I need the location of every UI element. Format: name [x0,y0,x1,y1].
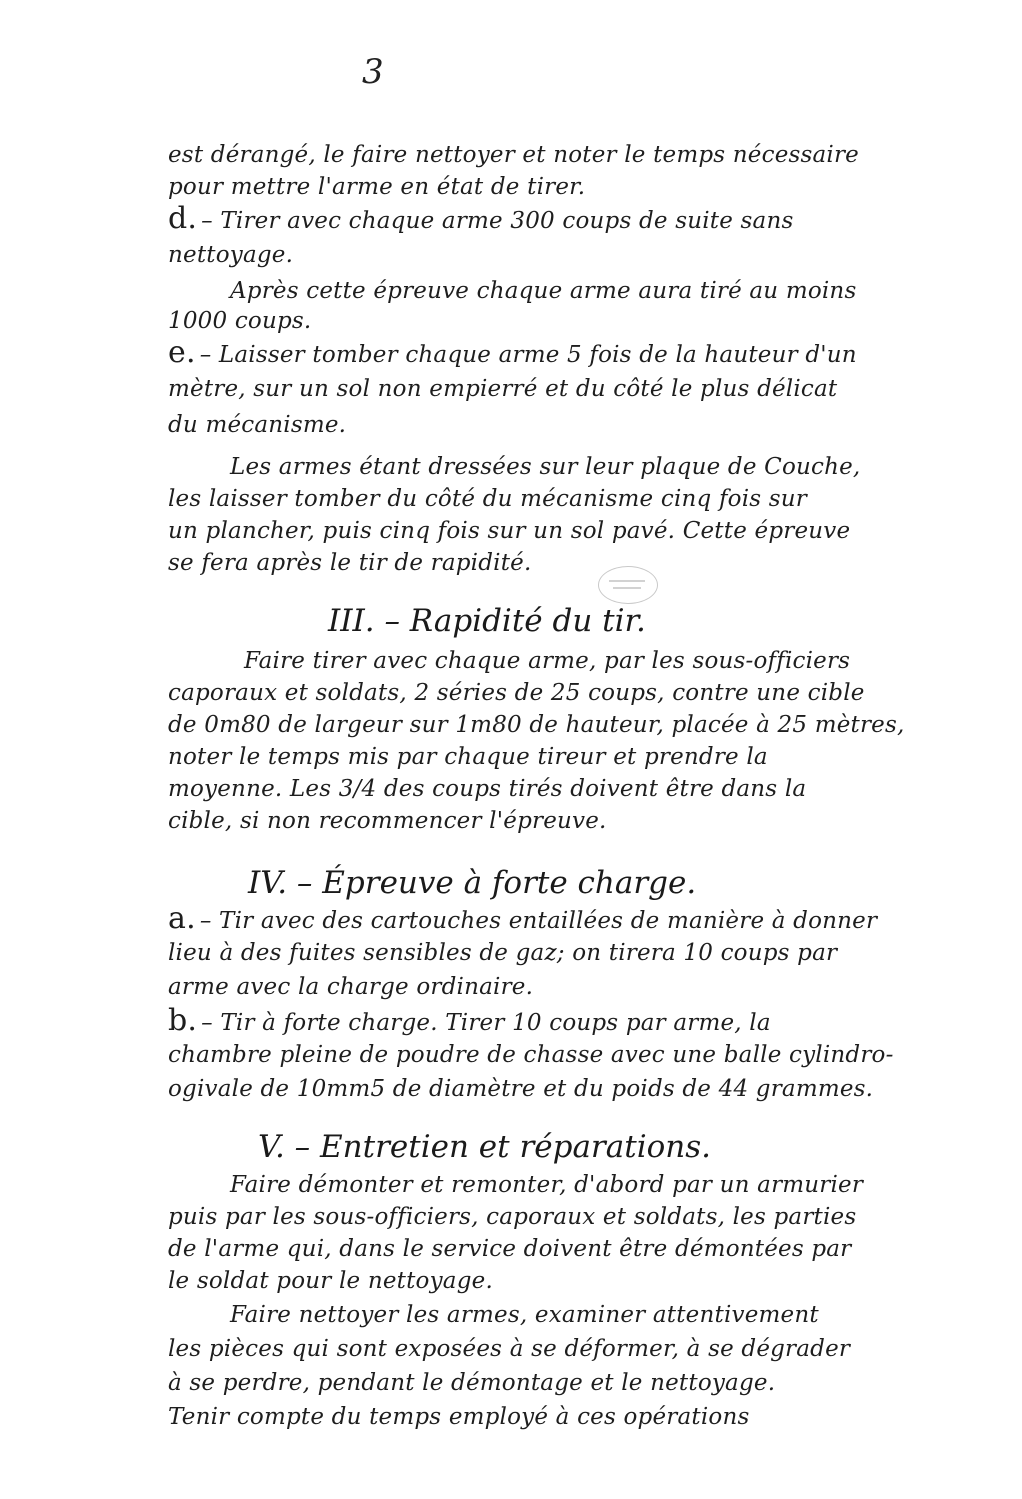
library-stamp [598,566,658,604]
text-line: mètre, sur un sol non empierré et du côté le plus délicat [168,376,838,402]
item-b-line [168,1003,771,1038]
text-line: pour mettre l'arme en état de tirer. [168,174,586,200]
text-line: Faire tirer avec chaque arme, par les sous-officiers [244,648,851,674]
item-label-b: b. [168,1003,198,1038]
text-line: noter le temps mis par chaque tireur et prendre la [168,744,768,770]
text-line: le soldat pour le nettoyage. [168,1268,493,1294]
text-line: moyenne. Les 3/4 des coups tirés doivent être dans la [168,776,807,802]
text-line: chambre pleine de poudre de chasse avec une balle cylindro- [168,1042,894,1068]
item-label-e: e. [168,335,196,370]
text-line: puis par les sous-officiers, caporaux et soldats, les parties [168,1204,857,1230]
text-line: Faire démonter et remonter, d'abord par un armurier [230,1172,864,1198]
text-line: Tenir compte du temps employé à ces opérations [168,1404,750,1430]
text-line: Faire nettoyer les armes, examiner attentivement [230,1302,819,1328]
text-line: – Tirer avec chaque arme 300 coups de suite sans [201,208,794,234]
text-line: un plancher, puis cinq fois sur un sol pavé. Cette épreuve [168,518,851,544]
item-label-d: d. [168,201,198,236]
item-a-line [168,901,878,936]
text-line: – Tir avec des cartouches entaillées de manière à donner [199,908,878,934]
text-line: cible, si non recommencer l'épreuve. [168,808,607,834]
text-line: de 0m80 de largeur sur 1m80 de hauteur, placée à 25 mètres, [168,712,905,738]
text-line: – Laisser tomber chaque arme 5 fois de la hauteur d'un [199,342,857,368]
text-line: se fera après le tir de rapidité. [168,550,532,576]
page-number: 3 [362,52,384,92]
text-line: lieu à des fuites sensibles de gaz; on tirera 10 coups par [168,940,838,966]
text-line: Les armes étant dressées sur leur plaque de Couche, [230,454,861,480]
text-line: – Tir à forte charge. Tirer 10 coups par arme, la [201,1010,771,1036]
text-line: du mécanisme. [168,412,347,438]
item-label-a: a. [168,901,196,936]
text-line: est dérangé, le faire nettoyer et noter le temps nécessaire [168,142,859,168]
text-line: les laisser tomber du côté du mécanisme cinq fois sur [168,486,808,512]
text-line: de l'arme qui, dans le service doivent être démontées par [168,1236,852,1262]
text-line: arme avec la charge ordinaire. [168,974,534,1000]
item-d-line [168,201,794,236]
text-line: à se perdre, pendant le démontage et le nettoyage. [168,1370,776,1396]
text-line: caporaux et soldats, 2 séries de 25 coups, contre une cible [168,680,865,706]
section-heading-v: V. – Entretien et réparations. [258,1129,711,1165]
text-line: les pièces qui sont exposées à se déformer, à se dégrader [168,1336,851,1362]
text-line: 1000 coups. [168,308,312,334]
item-e-line [168,335,857,370]
text-line: ogivale de 10mm5 de diamètre et du poids de 44 grammes. [168,1076,874,1102]
section-heading-iv: IV. – Épreuve à forte charge. [248,865,697,901]
text-line: nettoyage. [168,242,294,268]
section-heading-iii: III. – Rapidité du tir. [328,603,646,639]
text-line: Après cette épreuve chaque arme aura tiré au moins [230,278,857,304]
